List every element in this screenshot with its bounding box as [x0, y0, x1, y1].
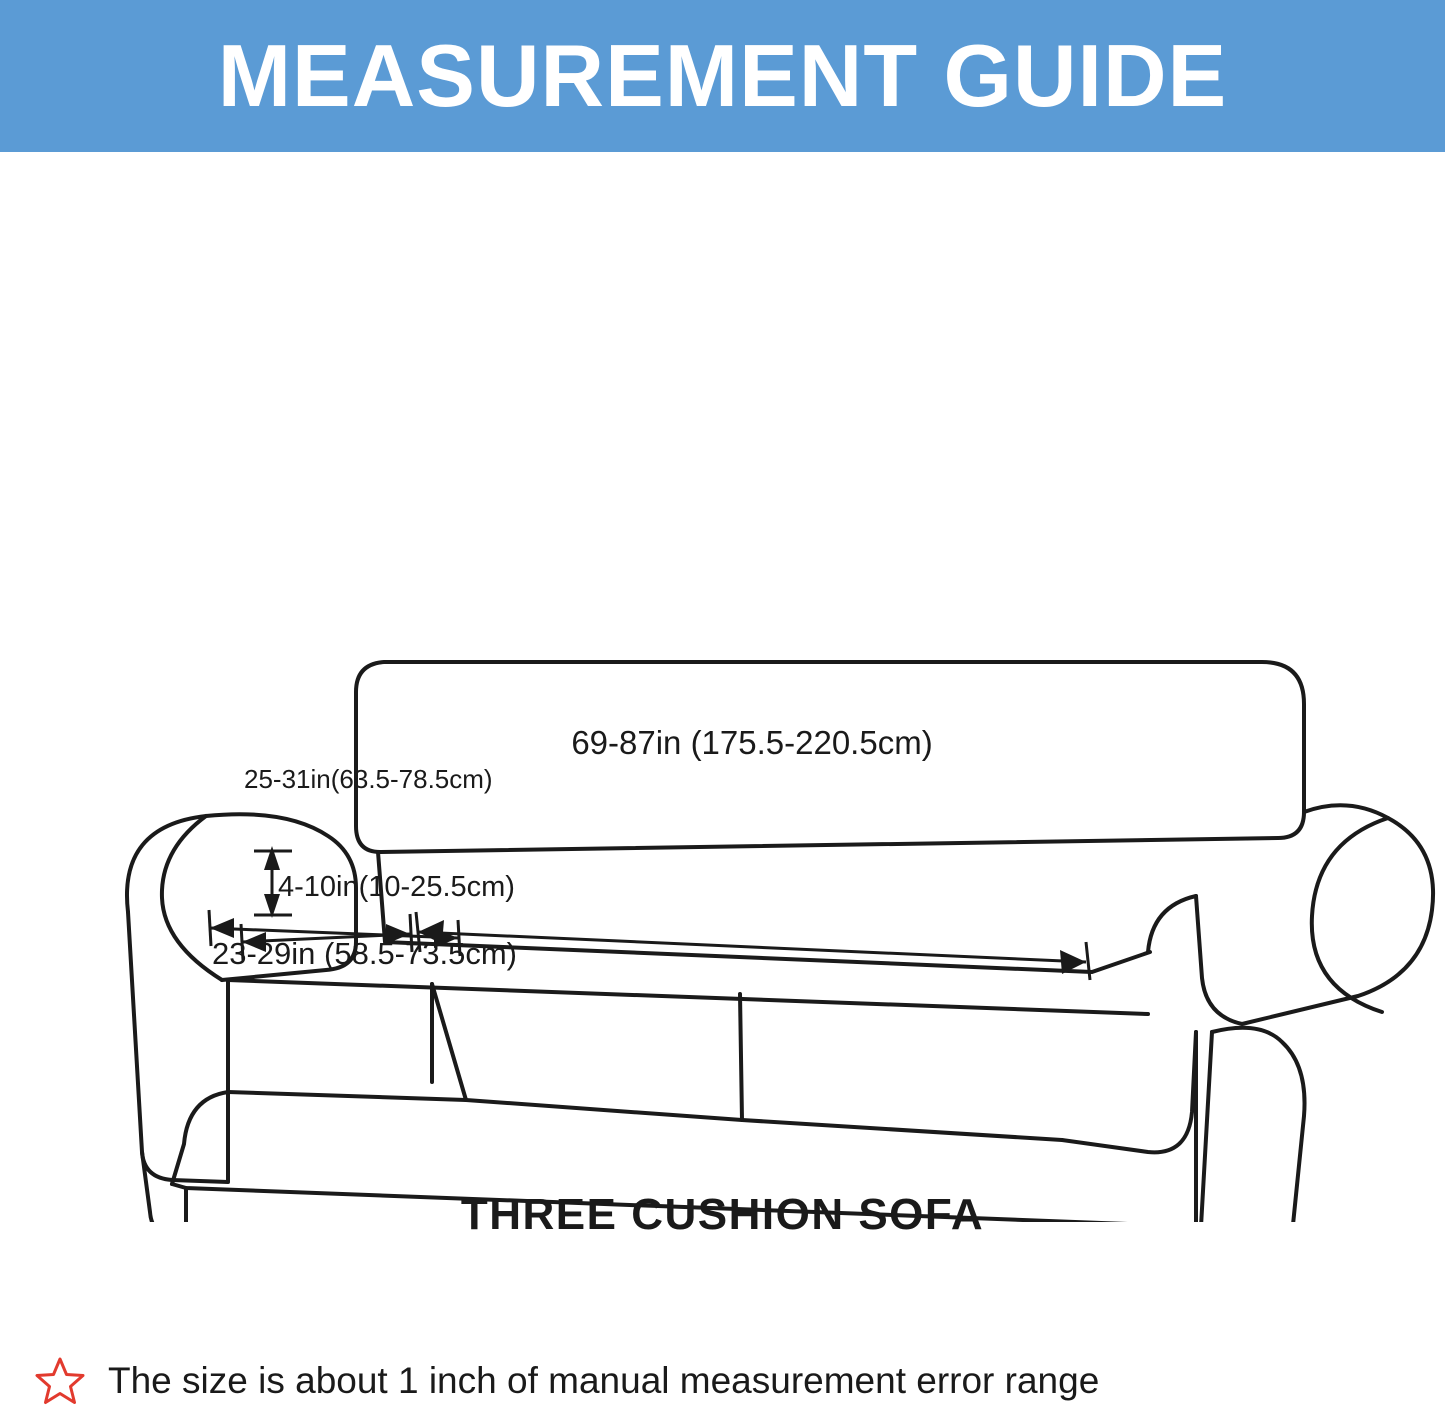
- cushion-divider-left: [432, 984, 466, 1100]
- dim-width-label: 69-87in (175.5-220.5cm): [571, 724, 933, 761]
- sofa-diagram: [0, 152, 1445, 1222]
- dim-cushion-height-label: 4-10in(10-25.5cm): [278, 871, 515, 903]
- footer-note-text: The size is about 1 inch of manual measurement error range: [108, 1360, 1100, 1401]
- cushion-front-edge: [228, 1092, 1062, 1140]
- seat-top-line: [228, 980, 1148, 1014]
- header-banner: [0, 0, 1445, 152]
- star-icon: [34, 1355, 86, 1407]
- cushion-divider-right: [740, 994, 742, 1120]
- page-title: MEASUREMENT GUIDE: [217, 26, 1228, 125]
- sofa-right-arm-inner-lower: [1148, 896, 1196, 952]
- diagram-caption: THREE CUSHION SOFA: [460, 1190, 985, 1239]
- footer-note: [0, 1355, 1445, 1407]
- dim-base-depth-label: 23-29in (58.5-73.5cm): [212, 936, 517, 971]
- sofa-right-arm-inner: [1312, 818, 1388, 1012]
- sofa-seat-deck-right: [1062, 1032, 1196, 1152]
- dim-seat-depth-label: 25-31in(63.5-78.5cm): [244, 764, 493, 794]
- sofa-seat-deck-left: [172, 1092, 228, 1184]
